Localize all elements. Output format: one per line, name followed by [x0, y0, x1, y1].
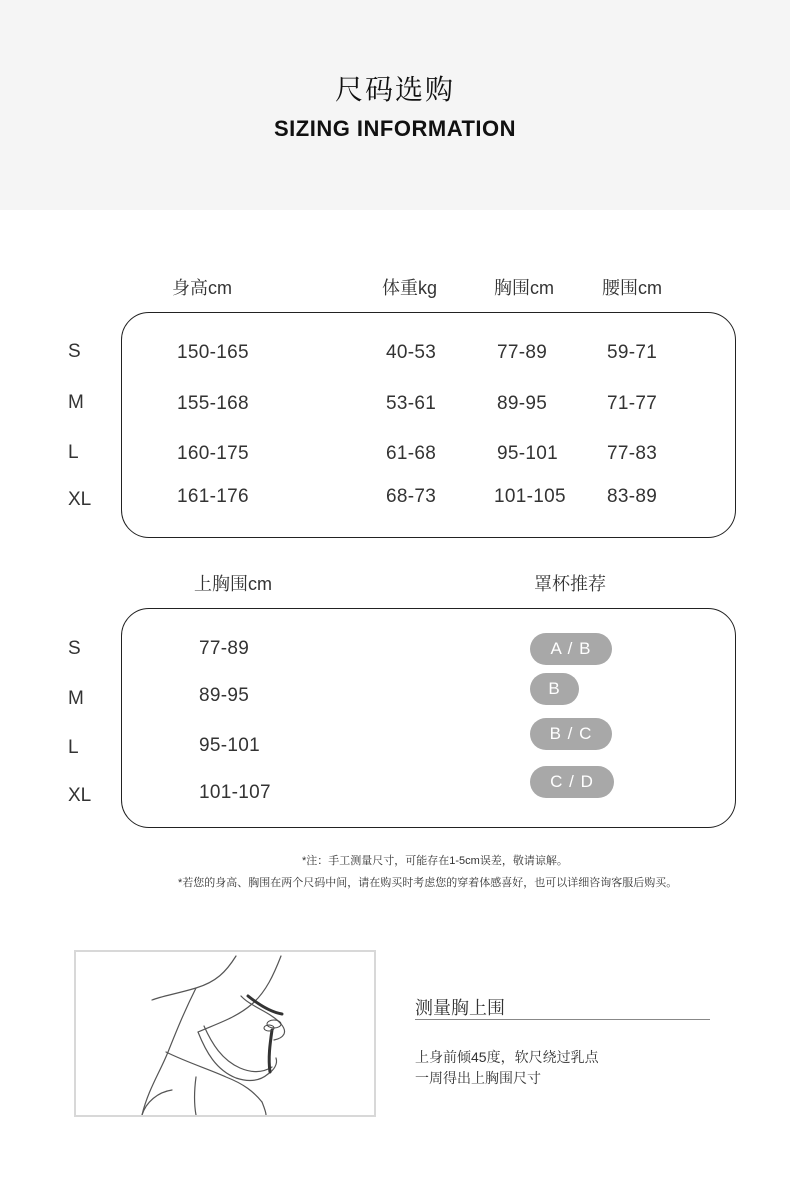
height-value: 150-165 [177, 342, 249, 363]
note-between-sizes: *若您的身高、胸围在两个尺码中间，请在购买时考虑您的穿着体感喜好，也可以详细咨询客服后购买。 [178, 877, 678, 889]
cup-badge: C / D [530, 766, 614, 798]
header-banner [0, 0, 790, 210]
measurement-desc-line2: 一周得出上胸围尺寸 [415, 1070, 541, 1086]
upper-chest-value: 101-107 [199, 782, 271, 803]
chest-value: 95-101 [497, 443, 558, 464]
header-weight: 体重kg [382, 278, 438, 298]
size-label-l: L [68, 442, 79, 463]
header-chest: 胸围cm [494, 278, 554, 298]
weight-value: 68-73 [386, 486, 437, 507]
chest-value: 77-89 [497, 342, 548, 363]
size-label-l: L [68, 737, 79, 758]
measurement-illustration [74, 950, 376, 1117]
weight-value: 61-68 [386, 443, 437, 464]
body-outline-icon [76, 952, 374, 1115]
header-cup: 罩杯推荐 [534, 574, 606, 594]
page-subtitle: SIZING INFORMATION [273, 116, 517, 141]
waist-value: 83-89 [607, 486, 658, 507]
chest-value: 89-95 [497, 393, 548, 414]
cup-badge: A / B [530, 633, 612, 665]
size-label-xl: XL [68, 785, 92, 806]
waist-value: 71-77 [607, 393, 658, 414]
size-label-s: S [68, 638, 81, 659]
measurement-title: 测量胸上围 [415, 998, 505, 1018]
divider [415, 1019, 710, 1020]
header-upper-chest: 上胸围cm [194, 574, 272, 594]
height-value: 161-176 [177, 486, 249, 507]
weight-value: 53-61 [386, 393, 437, 414]
waist-value: 77-83 [607, 443, 658, 464]
waist-value: 59-71 [607, 342, 658, 363]
upper-chest-value: 89-95 [199, 685, 250, 706]
measurement-desc-line1: 上身前倾45度，软尺绕过乳点 [415, 1049, 599, 1065]
weight-value: 40-53 [386, 342, 437, 363]
size-label-m: M [68, 688, 84, 709]
page-title: 尺码选购 [334, 74, 455, 105]
note-tolerance: *注：手工测量尺寸，可能存在1-5cm误差，敬请谅解。 [302, 855, 568, 867]
size-label-xl: XL [68, 489, 92, 510]
header-waist: 腰围cm [602, 278, 662, 298]
cup-badge: B / C [530, 718, 612, 750]
height-value: 160-175 [177, 443, 249, 464]
height-value: 155-168 [177, 393, 249, 414]
size-label-m: M [68, 392, 84, 413]
header-height: 身高cm [172, 278, 232, 298]
upper-chest-value: 95-101 [199, 735, 260, 756]
size-label-s: S [68, 341, 81, 362]
chest-value: 101-105 [494, 486, 566, 507]
upper-chest-value: 77-89 [199, 638, 250, 659]
cup-badge: B [530, 673, 579, 705]
